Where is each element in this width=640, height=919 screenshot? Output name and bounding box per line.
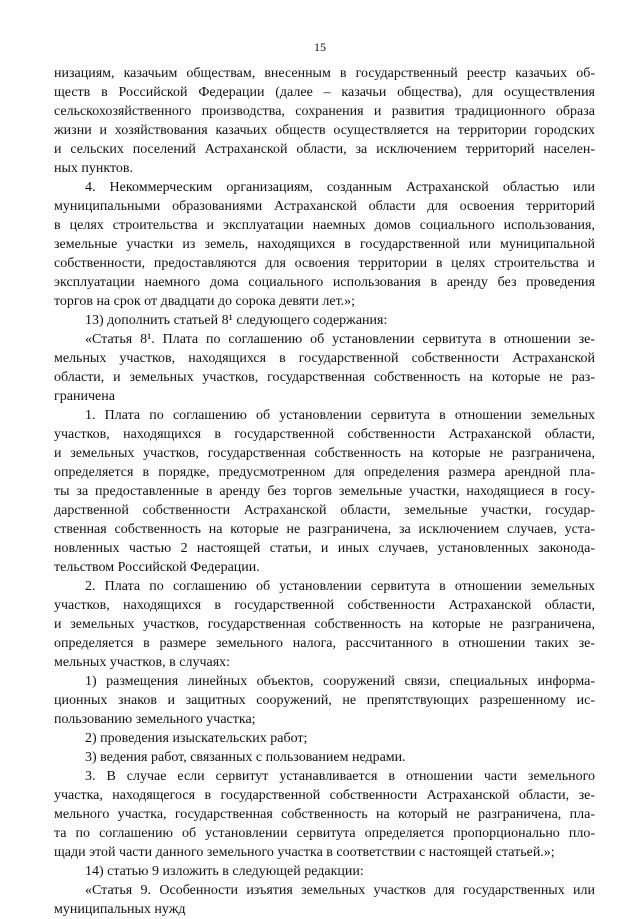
page-number: 15	[314, 40, 326, 54]
text-line: 3. В случае если сервитут устанавливается в отношении части земельного	[85, 769, 595, 784]
text-line: эксплуатации наемного дома социального использования в аренду без проведения	[54, 275, 595, 290]
text-line: ществ в Российской Федерации (далее – казачьи общества), для осуществления	[54, 85, 595, 100]
text-line: 2) проведения изыскательских работ;	[85, 731, 308, 746]
text-line: 13) дополнить статьей 8¹ следующего содержания:	[85, 313, 388, 328]
text-line: ционных знаков и защитных сооружений, не препятствующих разрешенному ис-	[54, 693, 595, 708]
text-line: муниципальными образованиями Астраханской области для освоения территорий	[54, 199, 595, 214]
text-line: низациям, казачьим обществам, внесенным в государственный реестр казачьих об-	[54, 66, 595, 81]
text-line: земельные участки из земель, находящихся в государственной или муниципальной	[54, 237, 595, 252]
text-line: 4. Некоммерческим организациям, созданным Астраханской областью или	[85, 180, 595, 195]
text-line: щади этой части данного земельного участка в соответствии с настоящей статьей.»;	[54, 845, 555, 860]
text-line: мельных участков, находящихся в государственной собственности Астраханской	[54, 351, 595, 366]
text-line: 2. Плата по соглашению об установлении сервитута в отношении земельных	[85, 579, 595, 594]
text-line: ственная собственность на которые не разграничена, за исключением случаев, уста-	[54, 522, 595, 537]
text-line: сельскохозяйственного производства, сохранения и развития традиционного образа	[54, 104, 595, 119]
text-line: определяется в порядке, предусмотренном для определения размера арендной пла-	[54, 465, 595, 480]
text-line: торгов на срок от двадцати до сорока девяти лет.»;	[54, 294, 356, 309]
document-body	[54, 64, 595, 919]
text-line: участков, находящихся в государственной собственности Астраханской области,	[54, 427, 595, 442]
text-line: тельством Российской Федерации.	[54, 560, 260, 575]
text-line: и сельских поселений Астраханской области, за исключением территорий населен-	[54, 142, 595, 157]
text-line: собственности, предоставляются для освоения территории в целях строительства и	[54, 256, 595, 271]
text-line: граничена	[54, 389, 115, 404]
text-line: участков, находящихся в государственной собственности Астраханской области,	[54, 598, 595, 613]
text-line: «Статья 9. Особенности изъятия земельных участков для государственных или	[85, 883, 595, 898]
text-line: участка, находящегося в государственной собственности Астраханской области, зе-	[54, 788, 595, 803]
text-line: 1. Плата по соглашению об установлении сервитута в отношении земельных	[85, 408, 595, 423]
text-line: мельных участков, в случаях:	[54, 655, 231, 670]
text-line: «Статья 8¹. Плата по соглашению об установлении сервитута в отношении зе-	[85, 332, 595, 347]
text-line: 1) размещения линейных объектов, сооружений связи, специальных информа-	[85, 674, 595, 689]
text-line: 3) ведения работ, связанных с пользованием недрами.	[85, 750, 406, 765]
text-line: муниципальных нужд	[54, 902, 186, 917]
text-line: новленных частью 2 настоящей статьи, и иных случаев, установленных законода-	[54, 541, 595, 556]
text-line: определяется в размере земельного налога, рассчитанного в отношении таких зе-	[54, 636, 595, 651]
text-line: мельного участка, государственная собственность на который не разграничена, пла-	[54, 807, 595, 822]
text-line: и земельных участков, государственная собственность на которые не разграничена,	[54, 617, 595, 632]
text-line: и земельных участков, государственная собственность на которые не разграничена,	[54, 446, 595, 461]
text-line: пользованию земельного участка;	[54, 712, 256, 727]
text-line: в целях строительства и эксплуатации наемных домов социального использования,	[54, 218, 595, 233]
text-line: ных пунктов.	[54, 161, 134, 176]
text-line: дарственной собственности Астраханской области, земельные участки, государ-	[54, 503, 595, 518]
text-line: ты за предоставленные в аренду без торгов земельные участки, находящиеся в госу-	[54, 484, 595, 499]
text-line: та по соглашению об установлении сервитута определяется пропорционально пло-	[54, 826, 595, 841]
text-line: области, и земельных участков, государственная собственность на которые не раз-	[54, 370, 595, 385]
text-line: 14) статью 9 изложить в следующей редакции:	[85, 864, 364, 879]
text-line: жизни и хозяйствования казачьих обществ осуществляется на территории городских	[54, 123, 595, 138]
